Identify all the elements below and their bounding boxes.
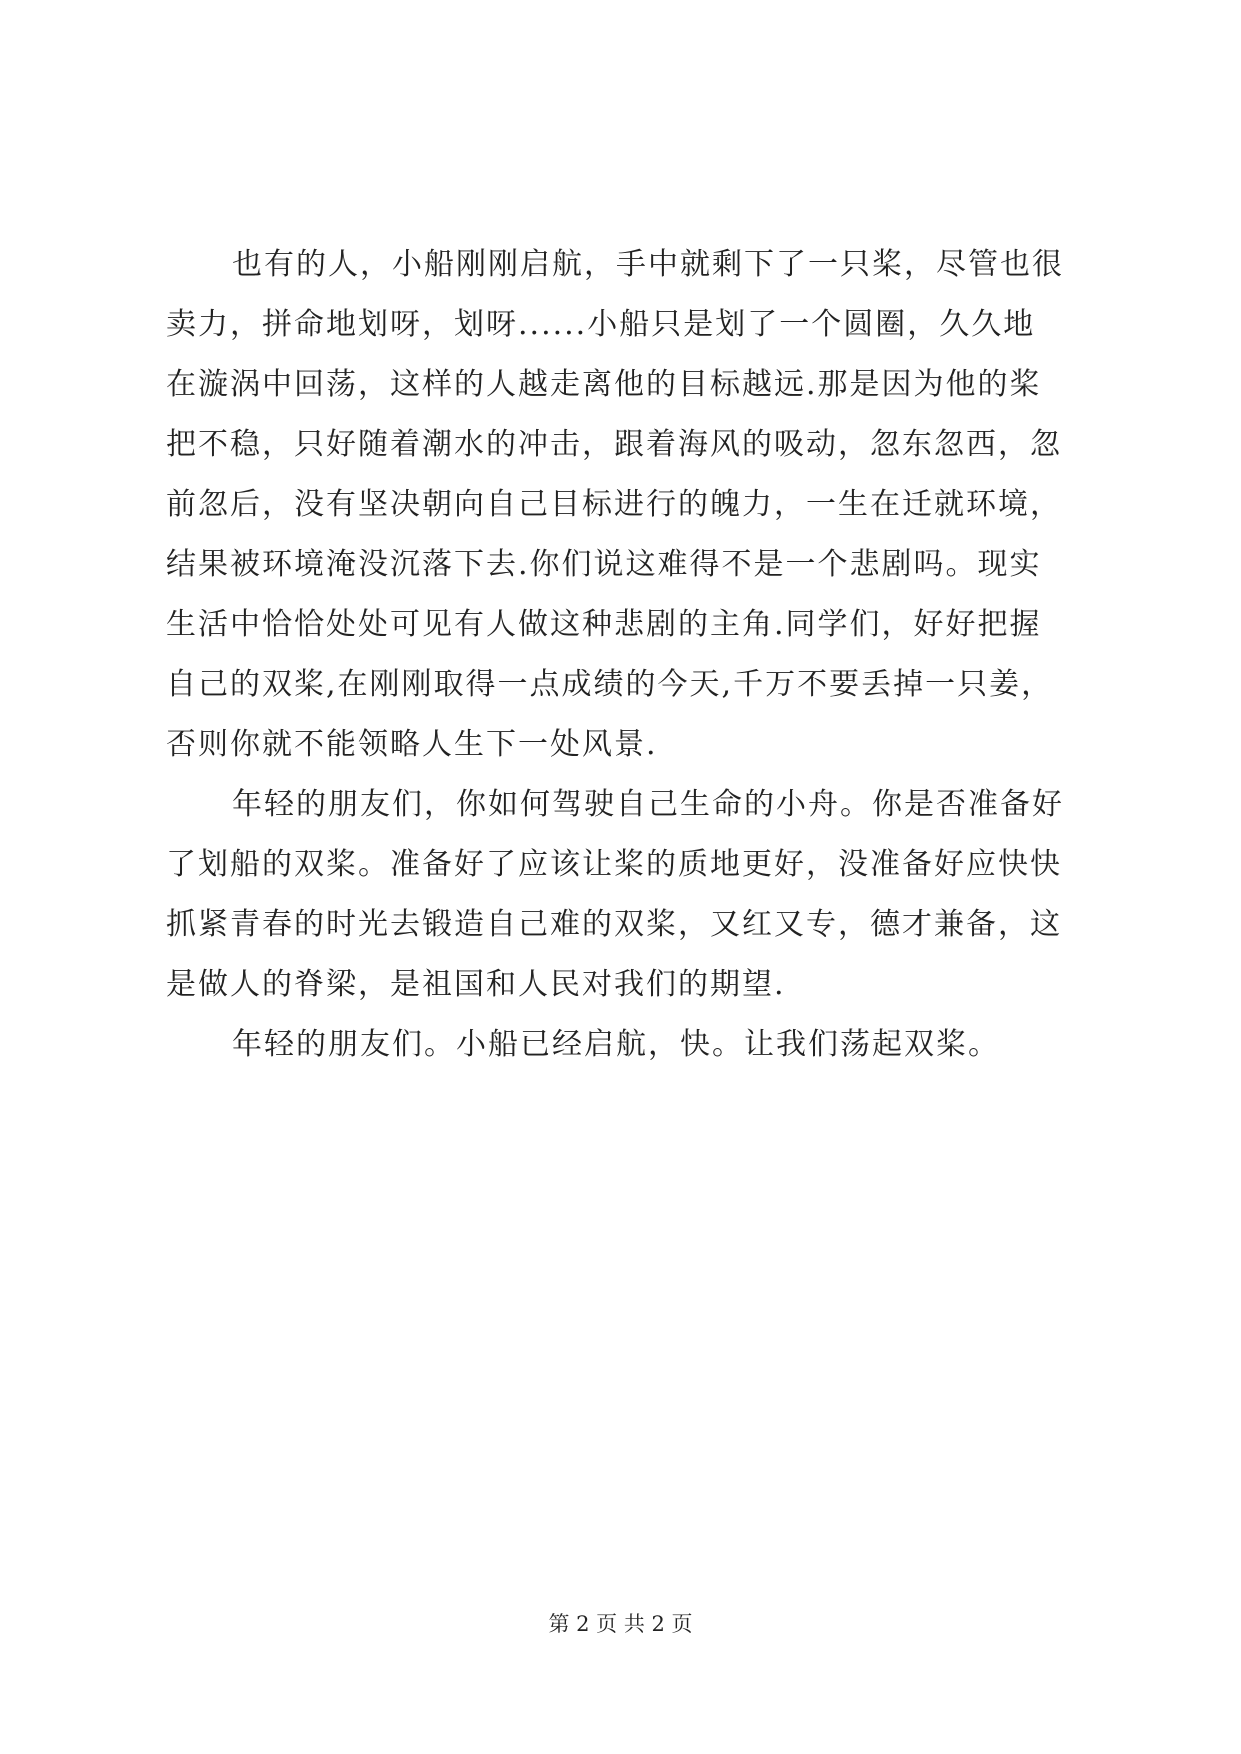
paragraph-1-line-1: 也有的人，小船刚刚启航，手中就剩下了一只桨，尽管也很 <box>232 247 1064 282</box>
page-number-label: 第 2 页 共 2 页 <box>548 1612 693 1636</box>
paragraph-1-line-9: 否则你就不能领略人生下一处风景. <box>166 727 658 762</box>
paragraph-2-line-1: 年轻的朋友们，你如何驾驶自己生命的小舟。你是否准备好 <box>232 787 1064 822</box>
paragraph-3-line-1: 年轻的朋友们。小船已经启航，快。让我们荡起双桨。 <box>232 1027 1000 1062</box>
page-footer <box>0 1606 1241 1642</box>
paragraph-1-line-7: 生活中恰恰处处可见有人做这种悲剧的主角.同学们，好好把握 <box>166 607 1042 642</box>
paragraph-1-line-6: 结果被环境淹没沉落下去.你们说这难得不是一个悲剧吗。现实 <box>166 547 1042 582</box>
paragraph-2-line-4: 是做人的脊梁，是祖国和人民对我们的期望. <box>166 967 786 1002</box>
paragraph-1-line-4: 把不稳，只好随着潮水的冲击，跟着海风的吸动，忽东忽西，忽 <box>166 427 1062 462</box>
body-text <box>166 235 1086 1075</box>
paragraph-1-line-8: 自己的双桨,在刚刚取得一点成绩的今天,千万不要丢掉一只姜， <box>166 667 1054 702</box>
paragraph-1-line-2: 卖力，拼命地划呀，划呀......小船只是划了一个圆圈，久久地 <box>166 307 1036 342</box>
paragraph-2-line-3: 抓紧青春的时光去锻造自己难的双桨，又红又专，德才兼备，这 <box>166 907 1062 942</box>
paragraph-2-line-2: 了划船的双桨。准备好了应该让桨的质地更好，没准备好应快快 <box>166 847 1062 882</box>
paragraph-1-line-5: 前忽后，没有坚决朝向自己目标进行的魄力，一生在迁就环境， <box>166 487 1062 522</box>
paragraph-1-line-3: 在漩涡中回荡，这样的人越走离他的目标越远.那是因为他的桨 <box>166 367 1042 402</box>
